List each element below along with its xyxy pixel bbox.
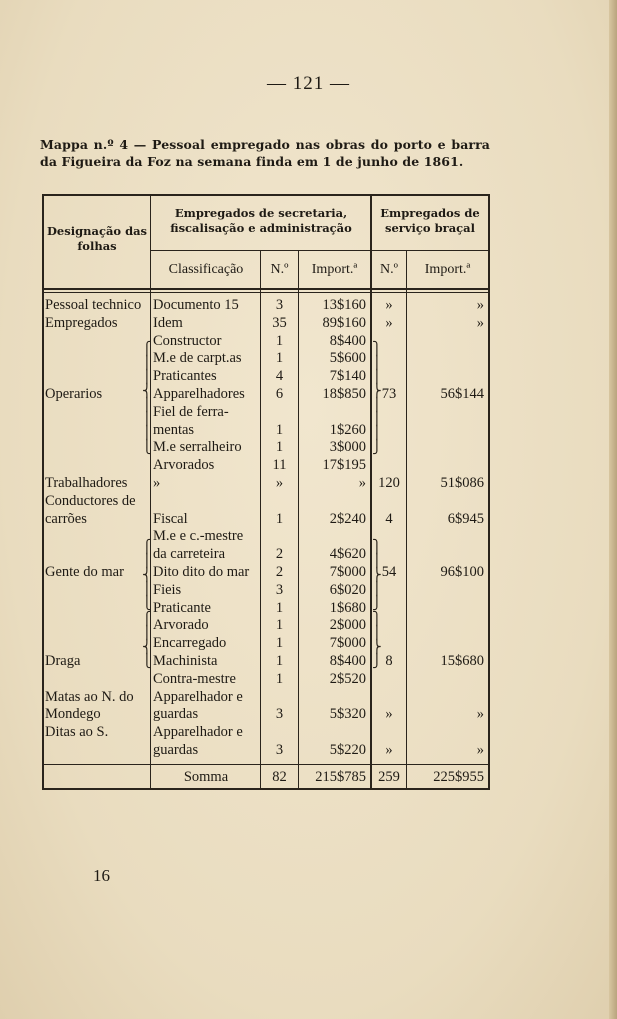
cell-classificacao: Dito dito do mar <box>153 564 250 580</box>
cell-classificacao: Praticante <box>153 599 211 616</box>
cell-numero: 1 <box>275 670 284 687</box>
cell-numero: 6 <box>275 386 284 402</box>
cell-numero: » <box>275 475 284 491</box>
cell-classificacao: Apparelhador e <box>153 688 243 705</box>
cell-numero-bracal: 54 <box>381 564 397 580</box>
header-designacao: Designação das folhas <box>46 224 148 253</box>
col-rule-1 <box>150 194 151 790</box>
cell-numero-bracal: 73 <box>381 386 397 402</box>
cell-numero: 1 <box>275 653 284 669</box>
cell-numero-bracal: » <box>385 297 393 313</box>
cell-importancia: 7$140 <box>329 368 366 385</box>
cell-importancia: 5$320 <box>329 706 366 723</box>
cell-classificacao: Fiel de ferra- <box>153 403 229 420</box>
cell-importancia: 2$240 <box>329 510 366 527</box>
cell-designacao: Conductores de <box>45 492 136 509</box>
cell-importancia: 5$220 <box>329 742 366 758</box>
cell-importancia: 17$195 <box>322 457 366 474</box>
cell-classificacao: Contra-mestre <box>153 670 236 687</box>
cell-numero: 35 <box>272 314 287 331</box>
cell-numero: 1 <box>275 332 284 349</box>
cell-numero-bracal: » <box>385 742 393 758</box>
signature-mark: 16 <box>93 866 110 885</box>
cell-numero-bracal: 120 <box>378 475 400 491</box>
brace-gente-do-mar-right: ⎫ ⎪ ⎬ ⎪ ⎭ <box>372 539 382 610</box>
cell-classificacao: Arvorados <box>153 457 215 474</box>
cell-numero: 1 <box>275 439 284 456</box>
cell-importancia: 7$000 <box>329 635 366 652</box>
cell-classificacao: guardas <box>153 742 199 758</box>
cell-designacao: Gente do mar <box>45 564 124 580</box>
cell-classificacao: Apparelhador e <box>153 724 243 741</box>
cell-classificacao: M.e de carpt.as <box>153 350 242 367</box>
cell-importancia-bracal: 6$945 <box>447 510 484 527</box>
table-left-rule <box>42 194 44 790</box>
cell-importancia-bracal: 15$680 <box>440 653 484 669</box>
cell-classificacao: Idem <box>153 314 183 331</box>
cell-designacao: Matas ao N. do <box>45 688 134 705</box>
cell-importancia: 8$400 <box>329 332 366 349</box>
header-importancia: Import.ª <box>311 262 358 277</box>
table-top-rule <box>42 194 490 196</box>
header-subrule <box>150 250 488 251</box>
cell-importancia-bracal: » <box>476 706 484 723</box>
cell-importancia-bracal: 51$086 <box>440 475 484 491</box>
cell-importancia: » <box>358 475 366 491</box>
total-rule <box>44 764 488 765</box>
cell-importancia-bracal: » <box>476 297 484 313</box>
header-bottom-rule <box>42 288 490 290</box>
cell-classificacao: Fiscal <box>153 510 188 527</box>
cell-numero: 1 <box>275 617 284 634</box>
cell-numero-bracal: 4 <box>385 510 393 527</box>
cell-numero: 3 <box>275 297 284 313</box>
cell-numero-bracal: » <box>385 314 393 331</box>
cell-classificacao: Apparelhadores <box>153 386 245 402</box>
cell-classificacao: M.e e c.-mestre <box>153 528 244 545</box>
cell-designacao: Draga <box>45 653 81 669</box>
cell-designacao: Empregados <box>45 314 118 331</box>
cell-importancia-bracal: 56$144 <box>440 386 484 402</box>
total-numero-bracal: 259 <box>378 769 400 785</box>
cell-importancia: 18$850 <box>322 386 366 402</box>
cell-designacao: carrões <box>45 510 87 527</box>
cell-classificacao: Encarregado <box>153 635 227 652</box>
page-number: — 121 — <box>267 73 350 94</box>
header-double-rule <box>44 292 488 293</box>
cell-importancia: 8$400 <box>329 653 366 669</box>
brace-operarios-right: ⎫ ⎪ ⎪ ⎬ ⎪ ⎪ ⎪ ⎭ <box>372 341 382 454</box>
total-importancia: 215$785 <box>315 769 366 785</box>
cell-classificacao: guardas <box>153 706 199 723</box>
brace-operarios: ⎧ ⎪ ⎪ ⎨ ⎪ ⎪ ⎪ ⎩ <box>142 341 152 454</box>
page-edge <box>609 0 617 1019</box>
cell-classificacao: Praticantes <box>153 368 217 385</box>
brace-gente-do-mar: ⎧ ⎪ ⎨ ⎪ ⎩ <box>142 539 152 610</box>
header-group-bracal: Empregados de serviço braçal <box>380 206 480 235</box>
cell-importancia: 5$600 <box>329 350 366 367</box>
header-numero: N.º <box>270 262 289 277</box>
cell-numero-bracal: 8 <box>385 653 393 669</box>
cell-numero: 2 <box>275 564 284 580</box>
cell-numero: 1 <box>275 635 284 652</box>
cell-classificacao: mentas <box>153 421 195 438</box>
cell-numero: 3 <box>275 742 284 758</box>
cell-importancia: 1$260 <box>329 421 366 438</box>
cell-designacao: Operarios <box>45 386 103 402</box>
cell-classificacao: M.e serralheiro <box>153 439 242 456</box>
cell-classificacao: Arvorado <box>153 617 209 634</box>
cell-classificacao: Documento 15 <box>153 297 239 313</box>
cell-designacao: Trabalhadores <box>45 475 128 491</box>
cell-importancia: 7$000 <box>329 564 366 580</box>
brace-draga: ⎧ ⎪ ⎨ ⎩ <box>142 611 152 668</box>
cell-numero: 1 <box>275 350 284 367</box>
cell-importancia: 1$680 <box>329 599 366 616</box>
cell-importancia: 89$160 <box>322 314 366 331</box>
cell-classificacao: Constructor <box>153 332 222 349</box>
cell-numero: 1 <box>275 421 284 438</box>
personnel-table <box>42 194 490 790</box>
cell-importancia: 6$020 <box>329 581 366 598</box>
cell-designacao: Pessoal technico <box>45 297 142 313</box>
table-right-rule <box>488 194 490 790</box>
document-title: Mappa n.º 4 — Pessoal empregado nas obras do porto e barra da Figueira da Foz na semana finda em 1 de junho de 1861. <box>40 137 490 169</box>
header-numero-bracal: N.º <box>380 262 398 277</box>
cell-classificacao: da carreteira <box>153 546 226 563</box>
cell-importancia: 2$520 <box>329 670 366 687</box>
cell-numero: 1 <box>275 599 284 616</box>
cell-numero: 4 <box>275 368 284 385</box>
table-bottom-rule <box>42 788 490 790</box>
cell-designacao: Ditas ao S. <box>45 724 109 741</box>
header-group-secretaria: Empregados de secretaria, fiscalisação e administração <box>170 206 352 235</box>
cell-numero: 11 <box>272 457 287 474</box>
cell-classificacao: Fieis <box>153 581 182 598</box>
total-label: Somma <box>183 769 229 785</box>
cell-numero: 3 <box>275 581 284 598</box>
cell-numero: 2 <box>275 546 284 563</box>
cell-numero: 3 <box>275 706 284 723</box>
brace-draga-right: ⎫ ⎪ ⎬ ⎭ <box>372 611 382 668</box>
cell-importancia-bracal: 96$100 <box>440 564 484 580</box>
cell-numero: 1 <box>275 510 284 527</box>
total-numero: 82 <box>272 769 287 785</box>
total-importancia-bracal: 225$955 <box>433 769 484 785</box>
cell-importancia-bracal: » <box>476 314 484 331</box>
cell-importancia-bracal: » <box>476 742 484 758</box>
cell-importancia: 2$000 <box>329 617 366 634</box>
cell-classificacao: » <box>153 475 161 491</box>
cell-importancia: 13$160 <box>322 297 366 313</box>
header-classificacao: Classificação <box>168 262 244 277</box>
cell-numero-bracal: » <box>385 706 393 723</box>
cell-designacao: Mondego <box>45 706 101 723</box>
cell-importancia: 3$000 <box>329 439 366 456</box>
col-rule-4 <box>370 194 372 790</box>
header-importancia-bracal: Import.ª <box>424 262 471 277</box>
cell-classificacao: Machinista <box>153 653 218 669</box>
cell-importancia: 4$620 <box>329 546 366 563</box>
